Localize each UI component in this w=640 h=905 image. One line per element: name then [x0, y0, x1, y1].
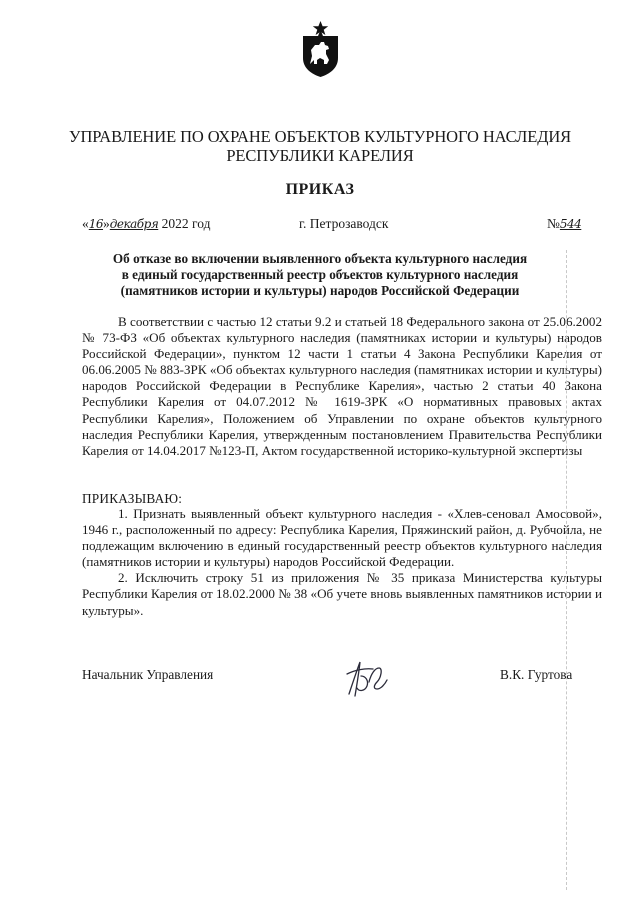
organization-title: [40, 127, 600, 165]
subject-line3: (памятников истории и культуры) народов Российской Федерации: [120, 283, 520, 299]
karelia-emblem-icon: [298, 20, 343, 78]
date-day: 16: [88, 217, 104, 231]
order-number: [547, 216, 581, 232]
scan-fold-line: [566, 250, 567, 890]
subject-line2: в единый государственный реестр объектов культурного наследия: [121, 267, 519, 283]
order-subject: [60, 251, 580, 300]
preamble-text: В соответствии с частью 12 статьи 9.2 и статьей 18 Федерального закона от 25.06.2002 № 73-ФЗ «Об объектах культурного наследия (памятниках истории и культуры) народов Российской Федерации», пунктом 12 части 1 статьи 4 Закона Республики Карелия от 06.06.2005 № 883-ЗРК «Об объектах культурного наследия (памятниках истории и культуры) народов Российской Федерации в Республике Карелия», частью 2 статьи 40 Закона Республики Карелия от 04.07.2012 № 1619-ЗРК «О нормативных правовых актах Республики Карелия», Положением об Управлении по охране объектов культурного наследия Республики Карелия, утвержденным постановлением Правительства Республики Карелия от 14.04.2017 №123-П, Актом государственной историко-культурной экспертизы: [82, 314, 602, 458]
org-title-line2: РЕСПУБЛИКИ КАРЕЛИЯ: [226, 146, 414, 165]
order-title: ПРИКАЗ: [285, 181, 355, 198]
preamble-paragraph: [82, 314, 602, 459]
signature-icon: [343, 656, 391, 705]
date-month: декабря: [109, 217, 159, 231]
order-items: [82, 506, 602, 619]
subject-line1: Об отказе во включении выявленного объекта культурного наследия: [112, 251, 528, 266]
date-year: 2022 год: [161, 216, 211, 231]
number-value: 544: [559, 217, 582, 231]
order-date: [82, 216, 210, 232]
signer-position: Начальник Управления: [82, 667, 214, 682]
org-title-line1: УПРАВЛЕНИЕ ПО ОХРАНЕ ОБЪЕКТОВ КУЛЬТУРНОГО НАСЛЕДИЯ: [68, 127, 572, 146]
date-open-quote: «: [82, 216, 89, 231]
number-prefix: №: [547, 216, 560, 231]
order-city: г. Петрозаводск: [299, 216, 389, 231]
order-item-2: 2. Исключить строку 51 из приложения № 35 приказа Министерства культуры Республики Карелия от 18.02.2000 № 38 «Об учете вновь выявленных памятников истории и культуры».: [82, 570, 602, 618]
order-item-1: 1. Признать выявленный объект культурного наследия - «Хлев-сеновал Амосовой», 1946 г., расположенный по адресу: Республика Карелия, Пряжинский район, д. Рубчойла, не подлежащим включению в единый государственный реестр объектов культурного наследия (памятников истории и культуры) народов Российской Федерации.: [82, 506, 602, 570]
prikazyvayu-label: ПРИКАЗЫВАЮ:: [82, 491, 183, 506]
signer-name: В.К. Гуртова: [500, 667, 573, 682]
date-close-quote: »: [103, 216, 110, 231]
